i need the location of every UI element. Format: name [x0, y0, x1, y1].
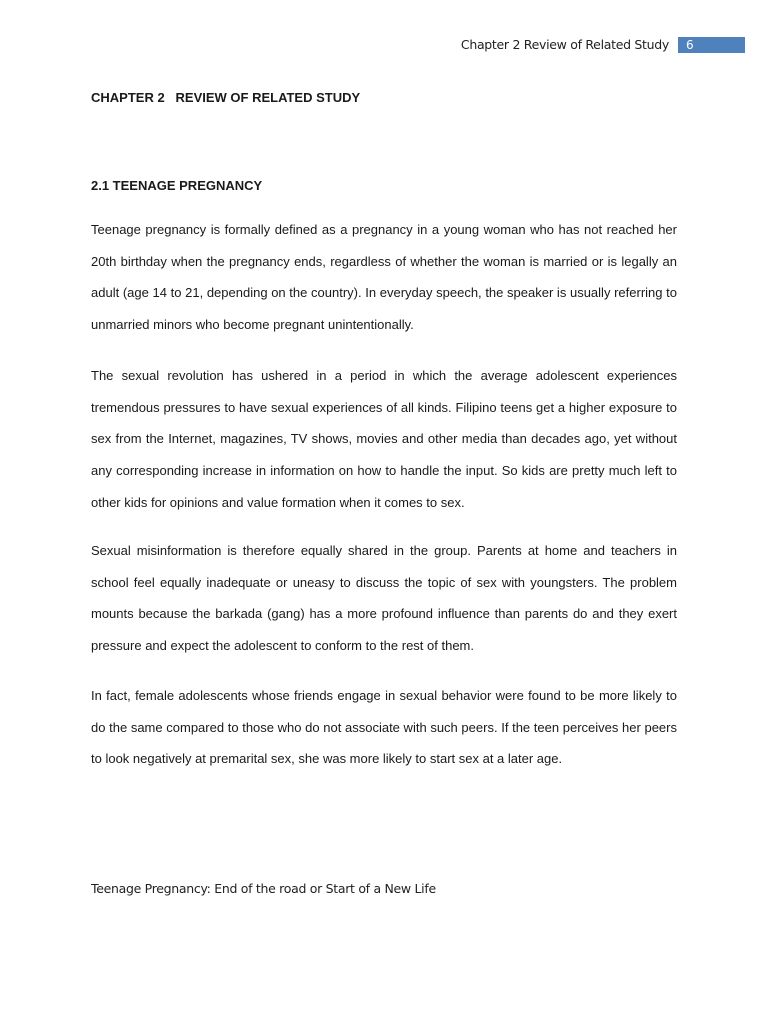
- section-title: 2.1 TEENAGE PREGNANCY: [91, 178, 263, 193]
- running-header-title: Chapter 2 Review of Related Study: [460, 37, 669, 52]
- paragraph-misinformation: Sexual misinformation is therefore equally shared in the group. Parents at home and teachers in school feel equally inadequate or uneasy to discuss the topic of sex with youngsters. The problem mounts because the barkada (gang) has a more profound influence than parents do and they exert pressure and expect the adolescent to conform to the rest of them.: [91, 543, 677, 654]
- paragraph-peer-influence: In fact, female adolescents whose friends engage in sexual behavior were found to be more likely to do the same compared to those who do not associate with such peers. If the teen perceives her peers to look negatively at premarital sex, she was more likely to start sex at a later age.: [91, 688, 677, 767]
- page-number-badge: 6: [678, 37, 745, 53]
- paragraph-sexual-revolution: The sexual revolution has ushered in a period in which the average adolescent experiences tremendous pressures to have sexual experiences of all kinds. Filipino teens get a higher exposure to sex from the Internet, magazines, TV shows, movies and other media than decades ago, yet without any corresponding increase in information on how to handle the input. So kids are pretty much left to other kids for opinions and value formation when it comes to sex.: [91, 368, 677, 510]
- page-header: [0, 37, 768, 53]
- chapter-title: CHAPTER 2 REVIEW OF RELATED STUDY: [91, 90, 361, 105]
- page-footer: Teenage Pregnancy: End of the road or Start of a New Life: [91, 881, 436, 896]
- paragraph-definition: Teenage pregnancy is formally defined as a pregnancy in a young woman who has not reached her 20th birthday when the pregnancy ends, regardless of whether the woman is married or is legally an adult (age 14 to 21, depending on the country). In everyday speech, the speaker is usually referring to unmarried minors who become pregnant unintentionally.: [91, 222, 677, 333]
